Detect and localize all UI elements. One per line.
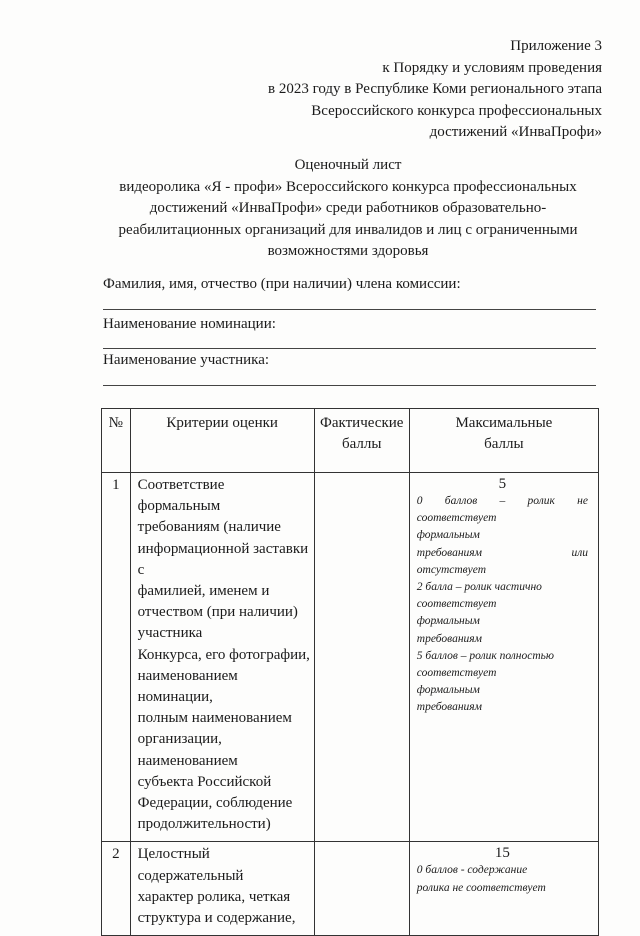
header-num: № [102, 409, 131, 473]
note-line: ролика не соответствует [416, 881, 546, 894]
appendix-header [182, 36, 602, 144]
member-name-label: Фамилия, имя, отчество (при наличии) члена комиссии: [103, 276, 461, 292]
note-line: требованиям [416, 632, 482, 645]
appendix-line: к Порядку и условиям проведения [382, 59, 602, 76]
note-word: требованиям [416, 546, 482, 559]
row-num: 2 [102, 842, 131, 936]
criteria-line: характер ролика, четкая [137, 888, 291, 905]
appendix-line: Всероссийского конкурса профессиональных [311, 102, 602, 119]
header-actual-line: Фактические [320, 415, 404, 431]
note-word: или [571, 546, 588, 559]
member-name-field[interactable] [103, 309, 596, 310]
criteria-line: Целостный содержательный [137, 846, 244, 884]
criteria-line: полным наименованием [137, 710, 292, 727]
note-line: 2 балла – ролик частично [416, 581, 542, 594]
criteria-line: информационной заставки с [137, 540, 309, 578]
note-line: требованиям [416, 701, 482, 714]
participant-field[interactable] [103, 385, 596, 386]
nomination-field[interactable] [103, 348, 596, 349]
table-header-row [102, 409, 599, 473]
header-max-line: Максимальные [455, 415, 553, 431]
header-actual [314, 409, 409, 473]
note-line: формальным [416, 615, 480, 628]
actual-score-cell[interactable] [314, 842, 409, 936]
note-line: формальным [416, 684, 480, 697]
row-num: 1 [102, 473, 131, 842]
scoring-notes [417, 862, 588, 896]
note-line: соответствует [416, 667, 497, 680]
note-line: соответствует [416, 598, 497, 611]
note-line: формальным [416, 529, 480, 542]
note-line [417, 493, 588, 510]
criteria-line: фамилией, именем и [137, 583, 270, 600]
criteria-line: Соответствие формальным [137, 477, 225, 515]
row-criteria [130, 473, 314, 842]
max-score-cell [409, 473, 598, 842]
header-actual-line: баллы [341, 436, 382, 452]
criteria-line: организации, наименованием [137, 731, 238, 769]
nomination-label: Наименование номинации: [103, 316, 276, 332]
criteria-line: наименованием номинации, [137, 667, 238, 706]
criteria-line: субъекта Российской [137, 773, 272, 790]
scoring-notes [417, 493, 588, 717]
appendix-line: Приложение 3 [510, 38, 602, 54]
appendix-line: в 2023 году в Республике Коми регионального этапа [268, 81, 602, 97]
title-heading: Оценочный лист [294, 157, 402, 173]
criteria-table [101, 408, 599, 936]
max-score-value: 15 [494, 845, 510, 862]
note-word: не [577, 495, 588, 507]
title-line: видеоролика «Я - профи» Всероссийского конкурса профессиональных [119, 178, 577, 195]
title-line: возможностями здоровья [267, 243, 429, 259]
document-title [100, 155, 596, 263]
appendix-line: достижений «ИнваПрофи» [429, 124, 602, 140]
criteria-line: участника [137, 625, 203, 642]
table-row [102, 473, 599, 842]
criteria-line: продолжительности) [137, 816, 271, 833]
participant-label: Наименование участника: [103, 352, 270, 368]
table-row [102, 842, 599, 936]
max-score-cell [409, 842, 598, 936]
note-line: соответствует [416, 512, 497, 525]
criteria-line: требованиям (наличие [137, 519, 281, 536]
note-line: 0 баллов - содержание [416, 864, 528, 877]
header-max [409, 409, 598, 473]
header-criteria: Критерии оценки [130, 409, 314, 473]
actual-score-cell[interactable] [314, 473, 409, 842]
note-word: – [499, 495, 506, 507]
row-criteria [130, 842, 314, 936]
title-line: достижений «ИнваПрофи» среди работников образовательно- [149, 200, 547, 216]
max-score-value: 5 [498, 476, 507, 492]
note-line [417, 545, 588, 562]
criteria-line: Конкурса, его фотографии, [137, 646, 310, 663]
note-word: ролик [527, 495, 555, 507]
title-line: реабилитационных организаций для инвалидов и лиц с ограниченными [118, 221, 578, 238]
note-line: отсутствует [416, 563, 487, 576]
note-line: 5 баллов – ролик полностью [416, 649, 555, 662]
header-max-line: баллы [484, 436, 524, 452]
criteria-line: отчеством (при наличии) [137, 604, 298, 621]
note-word: 0 [416, 495, 423, 507]
criteria-line: Федерации, соблюдение [137, 795, 293, 812]
note-word: баллов [444, 495, 478, 507]
criteria-line: структура и содержание, [137, 910, 296, 927]
